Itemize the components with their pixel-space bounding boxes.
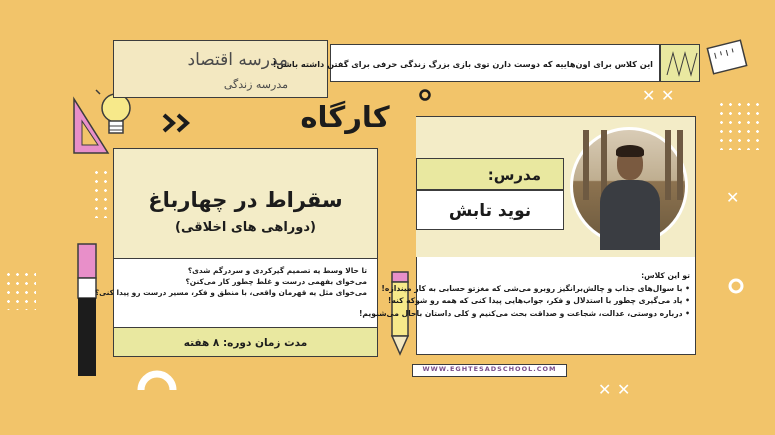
pen-icon <box>72 240 102 380</box>
teacher-name: نوید تابش <box>416 190 564 230</box>
double-chevron-icon <box>160 112 194 134</box>
dots-decoration <box>717 100 759 150</box>
x-decoration: ✕ ✕ <box>598 380 631 399</box>
logo-subtitle: مدرسه زندگی <box>223 78 288 91</box>
x-decoration: ✕ ✕ <box>642 86 675 105</box>
x-decoration: ✕ <box>726 188 740 207</box>
teacher-photo <box>570 127 688 245</box>
logo-title: مدرسه اقتصاد <box>187 50 288 70</box>
course-title: سقراط در چهارباغ <box>148 188 343 212</box>
half-circle-icon <box>137 368 177 392</box>
class-info-item: • یاد می‌گیری چطور با استدلال و فکر، جواب‌هایی پیدا کنی که همه رو شوکه کنه! <box>387 296 690 305</box>
question-item: می‌خوای بفهمی درست و غلط چطور کار می‌کنن؟ <box>185 277 367 286</box>
course-subtitle: (دوراهی های اخلاقی) <box>175 220 316 235</box>
class-info <box>358 270 690 320</box>
ruler-icon <box>702 38 750 82</box>
page-heading: کارگاه <box>300 100 390 134</box>
teacher-label: مدرس: <box>416 158 564 190</box>
question-item: می‌خوای مثل یه قهرمان واقعی، با منطق و فکر، مسیر درست رو پیدا کنی؟ <box>94 288 367 297</box>
class-info-title: تو این کلاس: <box>641 271 690 280</box>
dots-decoration <box>4 270 36 310</box>
course-questions <box>94 258 378 328</box>
banner-decoration <box>660 44 700 82</box>
class-info-item: • درباره دوستی، عدالت، شجاعت و صداقت بحث می‌کنیم و کلی داستان باحال می‌شنویم! <box>358 308 690 318</box>
intro-banner: این کلاس برای اون‌هاییه که دوست دارن توی بازی بزرگ زندگی حرفی برای گفتن داشته باشن! <box>330 44 660 82</box>
question-item: تا حالا وسط یه تصمیم گیرکردی و سردرگم شدی؟ <box>187 266 367 275</box>
website-link[interactable]: WWW.EGHTESADSCHOOL.COM <box>422 365 557 373</box>
ring-icon <box>726 276 746 296</box>
course-duration: مدت زمان دوره: ۸ هفته <box>113 327 378 357</box>
scribble-icon <box>661 45 701 83</box>
class-info-item: • با سوال‌های جذاب و چالش‌برانگیز روبرو می‌شی که مغزتو حسابی به کار میندازه! <box>381 283 690 293</box>
ring-icon <box>418 88 432 102</box>
